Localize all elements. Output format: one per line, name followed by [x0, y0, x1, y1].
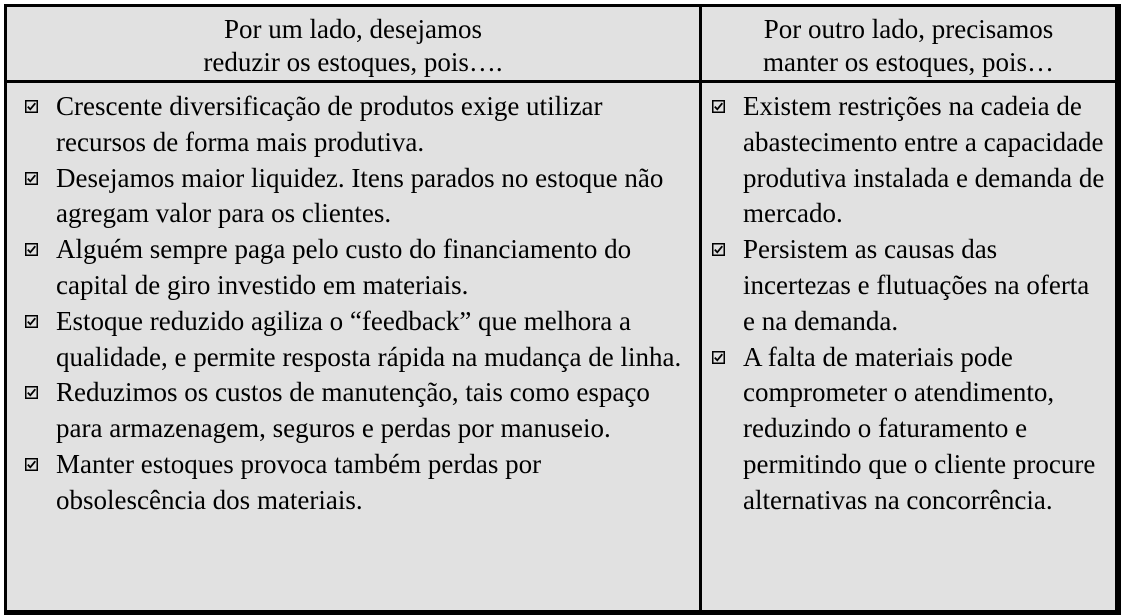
header-right-line-2: manter os estoques, pois… [763, 47, 1054, 77]
checked-box-icon [25, 172, 38, 185]
list-item-text: Estoque reduzido agiliza o “feedback” que melhora a qualidade, e permite resposta rápida na mudança de linha. [56, 305, 682, 372]
header-divider [7, 80, 1115, 83]
list-item-text: Reduzimos os custos de manutenção, tais como espaço para armazenagem, seguros e perdas por manuseio. [56, 377, 650, 444]
comparison-table [4, 4, 1121, 615]
header-left-line-1: Por um lado, desejamos [224, 14, 482, 44]
list-item [25, 304, 695, 376]
header-right-line-1: Por outro lado, precisamos [763, 14, 1054, 44]
list-item-text: Persistem as causas das incertezas e flutuações na oferta e na demanda. [743, 234, 1090, 336]
checked-box-icon [712, 351, 725, 364]
header-left [7, 7, 699, 80]
header-left-line-2: reduzir os estoques, pois…. [203, 47, 503, 77]
list-item-text: Desejamos maior liquidez. Itens parados no estoque não agregam valor para os clientes. [56, 162, 664, 229]
list-item-text: Alguém sempre paga pelo custo do financiamento do capital de giro investido em materiais. [56, 234, 632, 300]
checked-box-icon [712, 243, 725, 256]
list-item [712, 232, 1107, 339]
list-item-text: Manter estoques provoca também perdas por obsolescência dos materiais. [56, 448, 542, 515]
keep-stock-list [712, 89, 1107, 519]
checked-box-icon [712, 100, 725, 113]
checked-box-icon [25, 315, 38, 328]
list-item-text: A falta de materiais pode comprometer o atendimento, reduzindo o faturamento e permitindo que o cliente procure alternativas na concorrência. [743, 341, 1096, 515]
list-item [25, 161, 695, 233]
list-item [712, 89, 1107, 232]
checked-box-icon [25, 100, 38, 113]
list-item [25, 89, 695, 161]
checked-box-icon [25, 386, 38, 399]
checked-box-icon [25, 243, 38, 256]
list-item [25, 375, 695, 447]
reduce-stock-list [25, 89, 695, 519]
list-item [25, 447, 695, 519]
checked-box-icon [25, 458, 38, 471]
list-item-text: Crescente diversificação de produtos exige utilizar recursos de forma mais produtiva. [56, 91, 603, 157]
list-item [25, 232, 695, 304]
column-divider [699, 7, 702, 610]
header-right [702, 7, 1115, 80]
list-item-text: Existem restrições na cadeia de abastecimento entre a capacidade produtiva instalada e demanda de mercado. [743, 91, 1105, 229]
list-item [712, 340, 1107, 519]
